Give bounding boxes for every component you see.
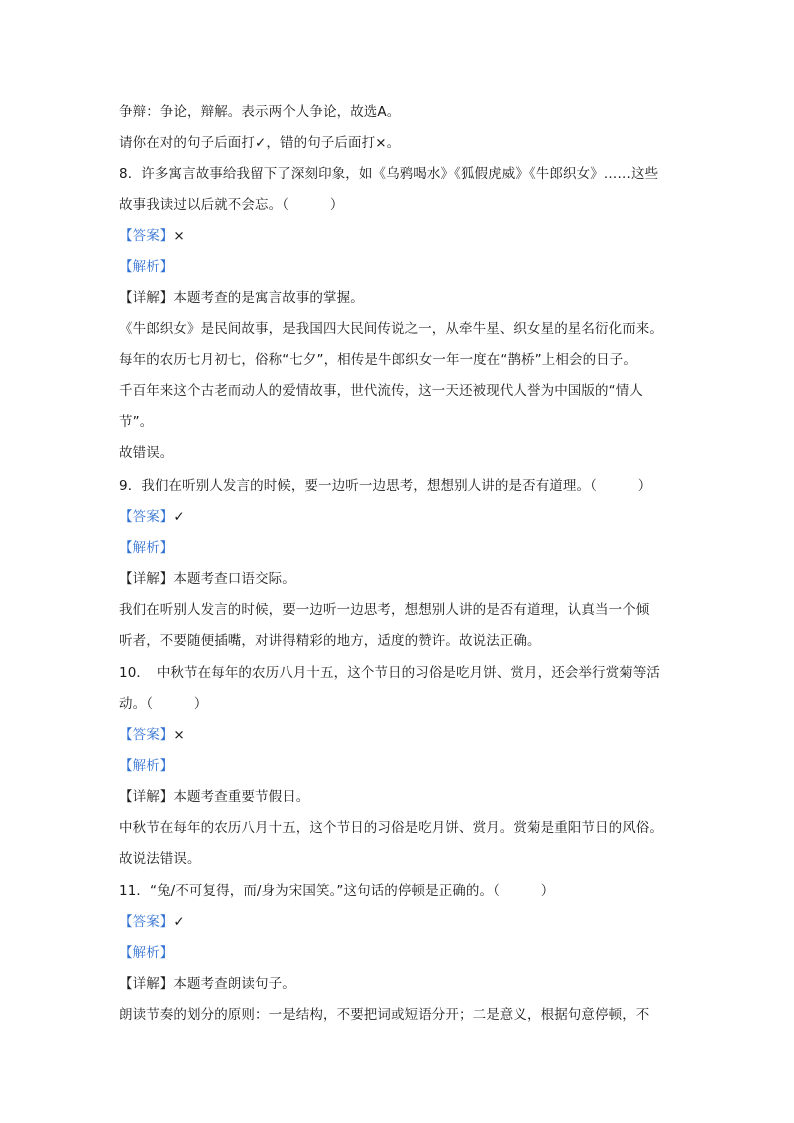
analysis-tag: 【解析】 xyxy=(119,259,174,275)
detail-tag: 【详解】 xyxy=(119,571,174,587)
text-line: 《牛郎织女》是民间故事，是我国四大民间传说之一，从牵牛星、织女星的星名衍化而来。 xyxy=(119,321,663,337)
detail-text: 本题考查的是寓言故事的掌握。 xyxy=(173,290,364,306)
text-line: 中秋节在每年的农历八月十五，这个节日的习俗是吃月饼、赏月。赏菊是重阳节日的风俗。 xyxy=(119,820,663,836)
analysis-tag: 【解析】 xyxy=(119,540,174,556)
detail-tag: 【详解】 xyxy=(119,976,174,992)
answer-line xyxy=(119,227,679,245)
detail-text: 本题考查重要节假日。 xyxy=(173,789,310,805)
answer-line xyxy=(119,508,679,526)
question-8-line: 故事我读过以后就不会忘。（ ） xyxy=(119,197,344,213)
analysis-tag: 【解析】 xyxy=(119,945,174,961)
answer-value: × xyxy=(173,727,185,743)
detail-line xyxy=(119,570,679,588)
answer-value: × xyxy=(173,228,185,244)
text-line: 每年的农历七月初七，俗称“七夕”，相传是牛郎织女一年一度在“鹊桥”上相会的日子。 xyxy=(119,352,637,368)
text-line: 朗读节奏的划分的原则：一是结构，不要把词或短语分开；二是意义，根据句意停顿，不 xyxy=(119,1007,650,1023)
answer-tag: 【答案】 xyxy=(119,914,174,930)
answer-tag: 【答案】 xyxy=(119,509,174,525)
detail-tag: 【详解】 xyxy=(119,290,174,306)
answer-tag: 【答案】 xyxy=(119,727,174,743)
analysis-tag: 【解析】 xyxy=(119,758,174,774)
text-line: 听者，不要随便插嘴，对讲得精彩的地方，适度的赞许。故说法正确。 xyxy=(119,633,541,649)
text-line: 我们在听别人发言的时候，要一边听一边思考，想想别人讲的是否有道理，认真当一个倾 xyxy=(119,602,650,618)
analysis-line xyxy=(119,944,679,962)
text-line: 千百年来这个古老而动人的爱情故事，世代流传，这一天还被现代人誉为中国版的“情人 xyxy=(119,383,643,399)
text-line: 节”。 xyxy=(119,414,154,430)
question-10-line: 动。（ ） xyxy=(119,696,208,712)
text-line: 争辩：争论，辩解。表示两个人争论，故选A。 xyxy=(119,104,401,120)
detail-line xyxy=(119,788,679,806)
answer-value: ✓ xyxy=(173,914,185,930)
answer-tag: 【答案】 xyxy=(119,228,174,244)
text-line: 故说法错误。 xyxy=(119,851,201,867)
text-line: 故错误。 xyxy=(119,445,174,461)
text-line: 请你在对的句子后面打✓，错的句子后面打×。 xyxy=(119,135,401,151)
question-9-line: 9．我们在听别人发言的时候，要一边听一边思考，想想别人讲的是否有道理。（ ） xyxy=(119,478,652,494)
question-10-line: 10． 中秋节在每年的农历八月十五，这个节日的习俗是吃月饼、赏月，还会举行赏菊等活 xyxy=(119,665,661,681)
detail-text: 本题考查口语交际。 xyxy=(173,571,296,587)
analysis-line xyxy=(119,258,679,276)
question-11-line: 11．“兔/不可复得，而/身为宋国笑。”这句话的停顿是正确的。（ ） xyxy=(119,883,555,899)
answer-line xyxy=(119,913,679,931)
answer-value: ✓ xyxy=(173,509,185,525)
question-8-line: 8．许多寓言故事给我留下了深刻印象，如《乌鸦喝水》《狐假虎威》《牛郎织女》……这些 xyxy=(119,166,659,182)
detail-line xyxy=(119,975,679,993)
analysis-line xyxy=(119,539,679,557)
detail-tag: 【详解】 xyxy=(119,789,174,805)
detail-line xyxy=(119,289,679,307)
detail-text: 本题考查朗读句子。 xyxy=(173,976,296,992)
analysis-line xyxy=(119,757,679,775)
answer-line xyxy=(119,726,679,744)
